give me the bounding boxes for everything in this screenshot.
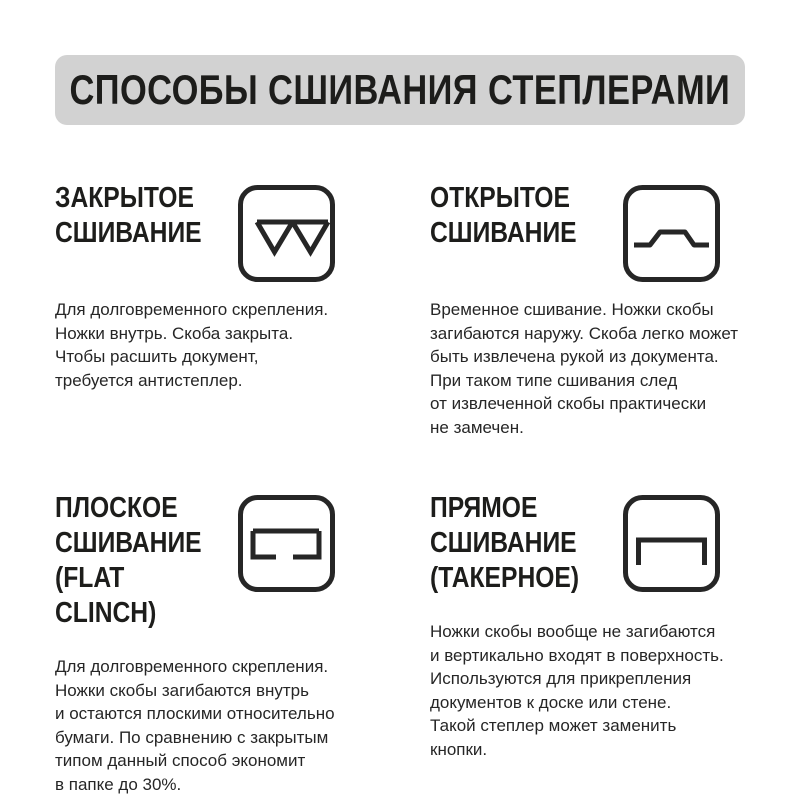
section-flat-clinch-stitching (55, 492, 395, 796)
section-description: Для долговременного скрепления. Ножки скобы загибаются внутрь и остаются плоскими относительно бумаги. По сравнению с закрытым типом данный способ экономит в папке до 30%. (55, 657, 335, 794)
flat-clinch-icon (238, 495, 335, 592)
section-title: ОТКРЫТОЕ СШИВАНИЕ (430, 182, 577, 249)
straight-stitch-icon (623, 495, 720, 592)
closed-stitch-icon (238, 185, 335, 282)
section-description: Ножки скобы вообще не загибаются и вертикально входят в поверхность. Используются для прикрепления документов к доске или стене. Такой степлер может заменить кнопки. (430, 622, 724, 759)
section-title: ЗАКРЫТОЕ СШИВАНИЕ (55, 182, 202, 249)
section-head (430, 492, 720, 596)
section-title: ПРЯМОЕ СШИВАНИЕ (ТАКЕРНОЕ) (430, 492, 580, 594)
section-open-stitching (430, 182, 782, 439)
section-head (55, 182, 335, 282)
header-banner (55, 55, 745, 125)
section-closed-stitching (55, 182, 395, 392)
open-stitch-icon (623, 185, 720, 282)
section-straight-stitching (430, 492, 782, 761)
section-head (55, 492, 335, 631)
section-description: Для долговременного скрепления. Ножки внутрь. Скоба закрыта. Чтобы расшить документ, требуется антистеплер. (55, 300, 329, 390)
section-description: Временное сшивание. Ножки скобы загибаются наружу. Скоба легко может быть извлечена рукой из документа. При таком типе сшивания след от извлеченной скобы практически не замечен. (430, 300, 739, 437)
page-title: СПОСОБЫ СШИВАНИЯ СТЕПЛЕРАМИ (69, 66, 731, 113)
section-title: ПЛОСКОЕ СШИВАНИЕ (FLAT CLINCH) (55, 492, 202, 629)
section-head (430, 182, 720, 282)
